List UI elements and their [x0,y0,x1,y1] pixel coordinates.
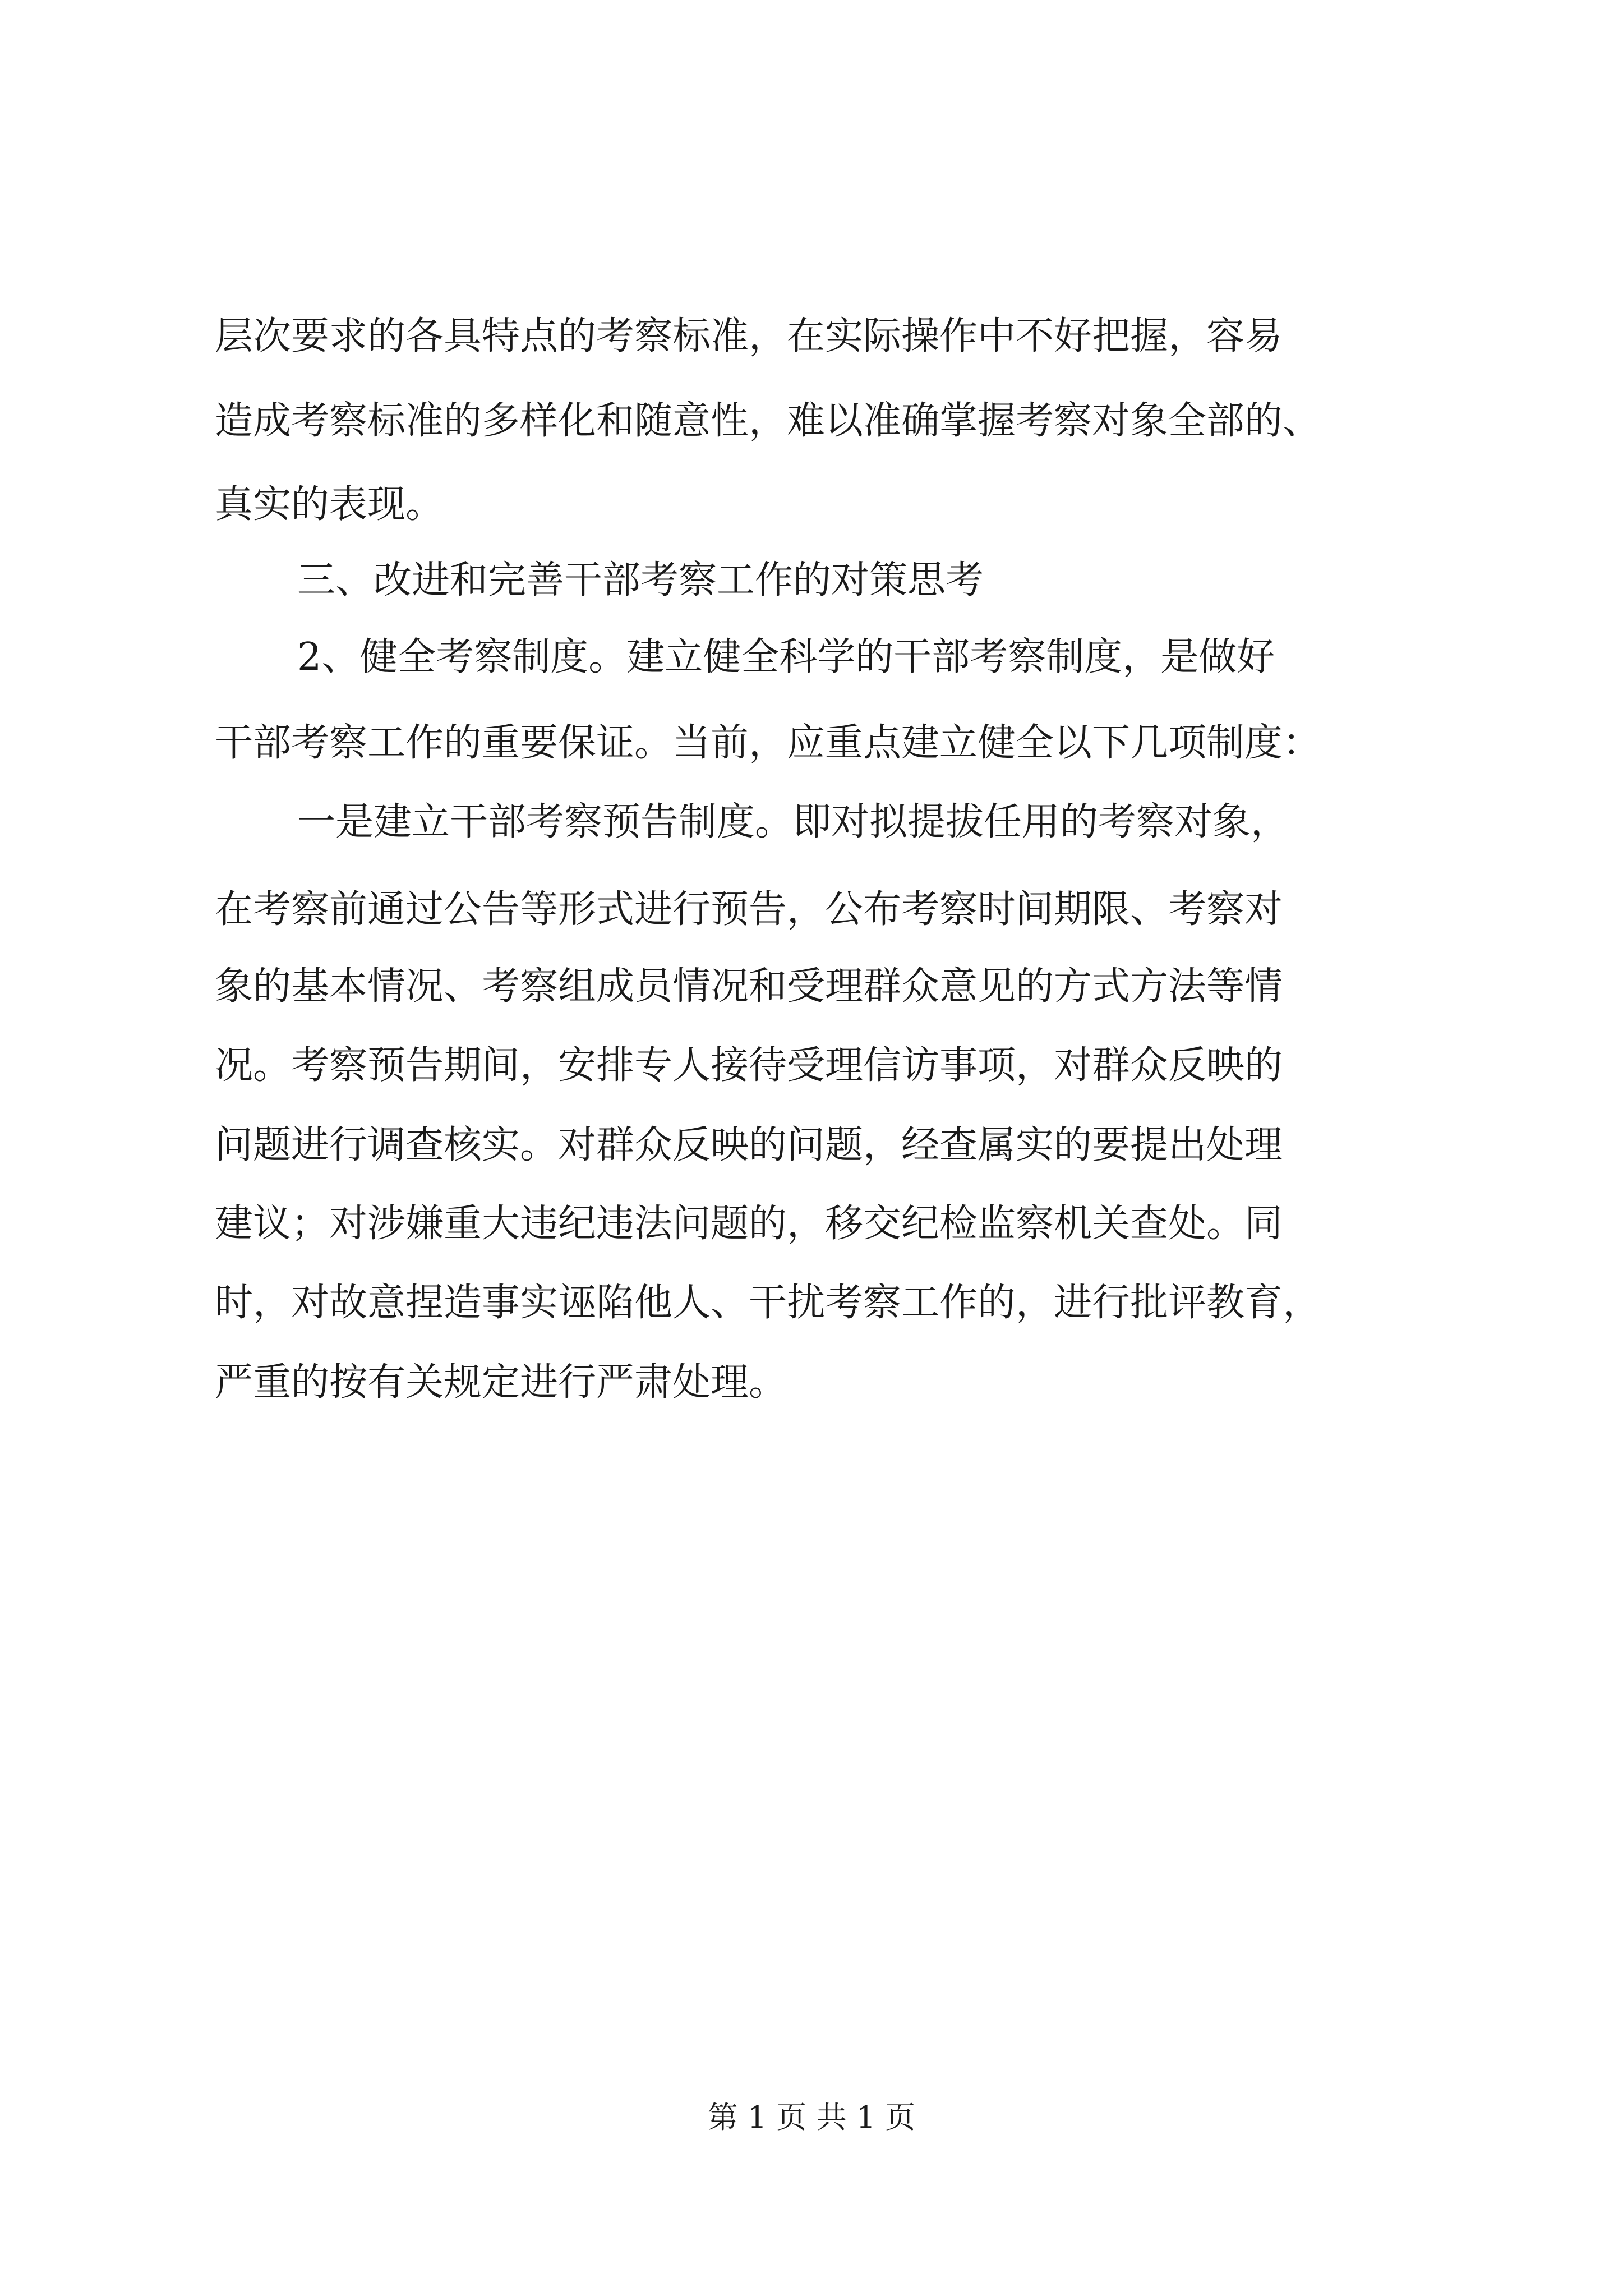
body-line-13: 时，对故意捏造事实诬陷他人、干扰考察工作的，进行批评教育， [215,1281,1321,1325]
body-line-3: 真实的表现。 [215,482,444,527]
body-line-7: 一是建立干部考察预告制度。即对拟提拔任用的考察对象， [297,800,1289,844]
body-line-14: 严重的按有关规定进行严肃处理。 [215,1360,787,1405]
body-line-6: 干部考察工作的重要保证。当前，应重点建立健全以下几项制度： [215,721,1321,765]
body-line-1: 层次要求的各具特点的考察标准，在实际操作中不好把握，容易 [215,314,1283,358]
body-line-12: 建议；对涉嫌重大违纪违法问题的，移交纪检监察机关查处。同 [215,1202,1283,1246]
body-line-5: 2、健全考察制度。建立健全科学的干部考察制度，是做好 [297,635,1275,679]
body-line-9: 象的基本情况、考察组成员情况和受理群众意见的方式方法等情 [215,964,1283,1009]
body-line-10: 况。考察预告期间，安排专人接待受理信访事项，对群众反映的 [215,1043,1283,1088]
page-footer: 第 1 页 共 1 页 [707,2100,916,2135]
section-heading: 三、改进和完善干部考察工作的对策思考 [297,558,984,602]
body-line-8: 在考察前通过公告等形式进行预告，公布考察时间期限、考察对 [215,887,1283,932]
body-line-11: 问题进行调查核实。对群众反映的问题，经查属实的要提出处理 [215,1123,1283,1167]
body-line-2: 造成考察标准的多样化和随意性，难以准确掌握考察对象全部的、 [215,399,1321,443]
